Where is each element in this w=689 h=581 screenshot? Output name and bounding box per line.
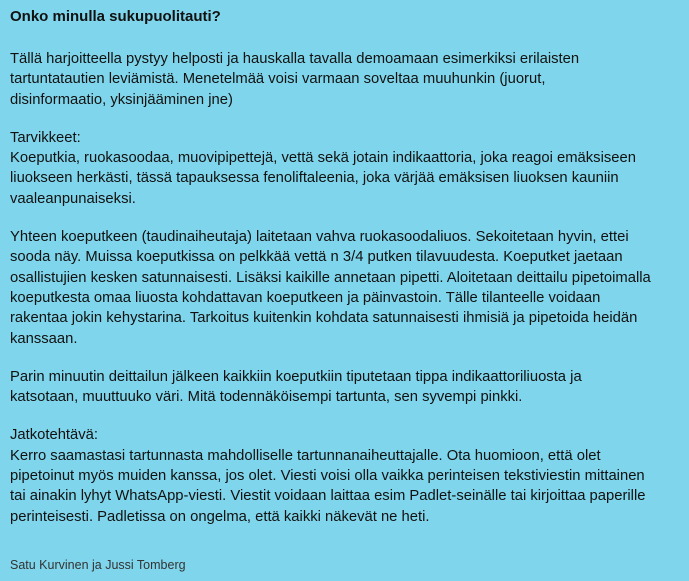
author-credit: Satu Kurvinen ja Jussi Tomberg	[10, 558, 186, 572]
intro-paragraph: Tällä harjoitteella pystyy helposti ja hauskalla tavalla demoamaan esimerkiksi erilaisten tartuntatautien leviämistä. Menetelmää voisi varmaan soveltaa muuhunkin (juorut, disinformaatio, yksinjääminen jne)	[10, 51, 580, 108]
document-title: Onko minulla sukupuolitauti?	[10, 8, 221, 25]
supplies-paragraph: Tarvikkeet: Koeputkia, ruokasoodaa, muovipipettejä, vettä sekä jotain indikaattoria, joka reagoi emäksiseen liuokseen herkästi, tässä tapauksessa fenoliftaleenia, joka värjää emäksisen liuoksen kauniin vaaleanpunaiseksi.	[10, 129, 636, 207]
results-paragraph: Parin minuutin deittailun jälkeen kaikkiin koeputkiin tiputetaan tippa indikaattoriliuosta ja katsotaan, muuttuuko väri. Mitä todennäköisempi tartunta, sen syvempi pinkki.	[10, 368, 582, 406]
follow-up-paragraph: Jatkotehtävä: Kerro saamastasi tartunnasta mahdolliselle tartunnanaiheuttajalle. Ota huomioon, että olet pipetoinut myös muiden kanssa, jos olet. Viesti voisi olla vaikka perinteisen tekstiviestin mittainen tai ainakin lyhyt WhatsApp-viesti. Viestit voidaan laittaa esim Padlet-seinälle tai kirjoittaa paperille perinteisesti. Padletissa on ongelma, että kaikki näkevät ne heti.	[10, 427, 646, 525]
instructions-paragraph: Yhteen koeputkeen (taudinaiheutaja) laitetaan vahva ruokasoodaliuos. Sekoitetaan hyvin, ettei sooda näy. Muissa koeputkissa on pelkkää vettä n 3/4 putken tilavuudesta. Koeputket jaetaan osallistujien kesken satunnaisesti. Lisäksi kaikille annetaan pipetti. Aloitetaan deittailu pipetoimalla koeputkesta omaa liuosta kohdattavan koeputkeen ja päinvastoin. Tälle tilanteelle voidaan rakentaa jokin kehystarina. Tarkoitus kuitenkin kohdata satunnaisesti ihmisiä ja pipetoida heidän kanssaan.	[10, 229, 651, 347]
